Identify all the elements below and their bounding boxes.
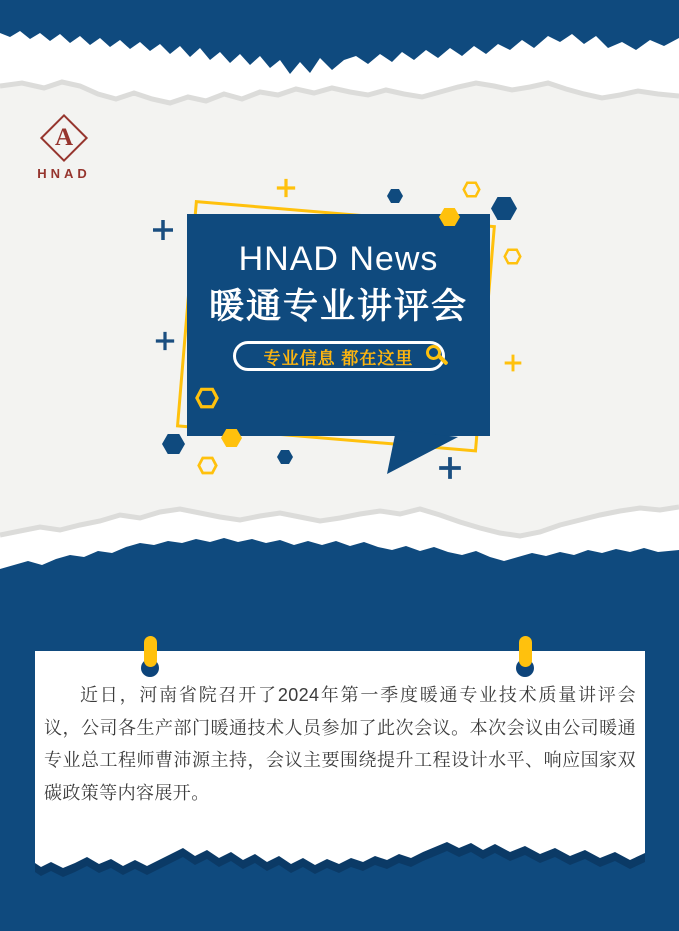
plus-icon (503, 353, 523, 373)
middle-torn-edge (0, 495, 679, 595)
card-torn-edge (35, 833, 645, 891)
tagline-pill (233, 341, 445, 371)
pin-icon (144, 636, 157, 667)
hnad-logo (34, 116, 94, 186)
plus-icon (437, 455, 463, 481)
hexagon-icon (277, 450, 293, 464)
logo-glyph: A (54, 124, 74, 151)
logo-wordmark: HNAD (37, 166, 91, 181)
hero-title-zh: 暖通专业讲评会 (208, 287, 468, 326)
hexagon-outline-icon (196, 388, 218, 408)
plus-icon (151, 218, 175, 242)
article-card (35, 651, 645, 833)
tagline-text: 专业信息 都在这里 (263, 348, 414, 368)
hexagon-icon (491, 197, 517, 220)
hexagon-outline-icon (463, 182, 480, 197)
plus-icon (275, 177, 297, 199)
hexagon-outline-icon (198, 457, 217, 474)
plus-icon (154, 330, 176, 352)
hexagon-icon (387, 189, 403, 203)
top-torn-edge (0, 0, 679, 110)
article-paragraph: 近日，河南省院召开了2024年第一季度暖通专业技术质量讲评会议，公司各生产部门暖通技术人员参加了此次会议。本次会议由公司暖通专业总工程师曹沛源主持，会议主要围绕提升工程设计水平、响应国家双碳政策等内容展开。 (44, 685, 636, 803)
search-icon (424, 344, 448, 370)
pin-icon (519, 636, 532, 667)
hexagon-outline-icon (504, 249, 521, 264)
hero-banner (187, 214, 490, 436)
hero-title-en: HNAD News (238, 240, 439, 278)
hexagon-icon (162, 434, 185, 454)
